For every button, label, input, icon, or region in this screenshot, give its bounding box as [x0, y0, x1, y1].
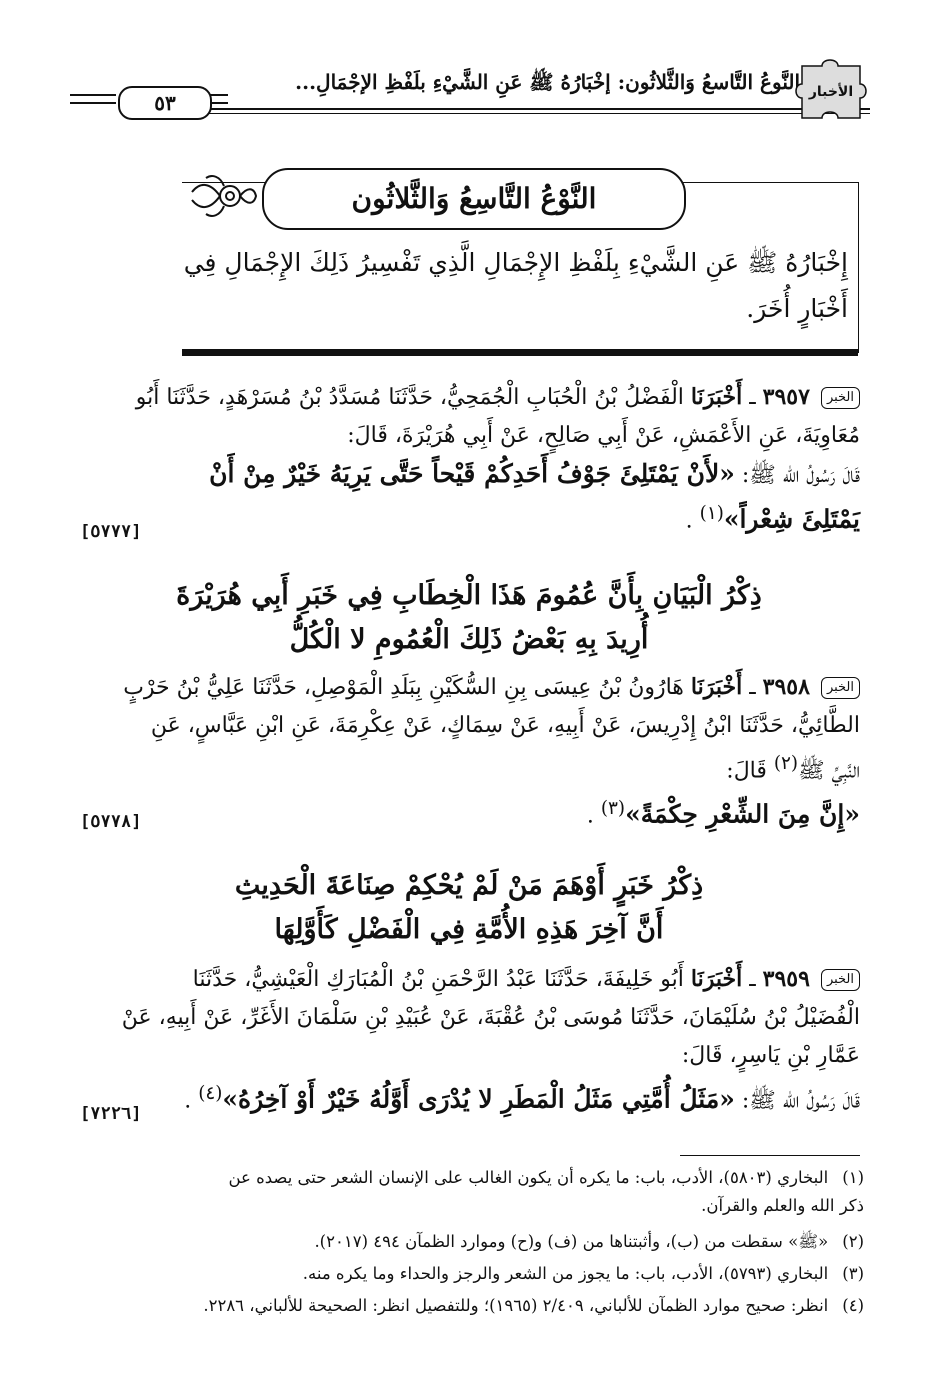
reference-number: [٥٧٧٧] [80, 522, 142, 542]
chapter-bottom-rule [182, 349, 858, 356]
footnote: (٣)البخاري (٥٧٩٣)، الأدب، باب: ما يجوز من الشعر والرجز والحداء وما يكره منه. [302, 1264, 864, 1283]
footnote: (٤)انظر: صحيح موارد الظمآن للألباني، ٢/٤٠٩ (١٩٦٥)؛ وللتفصيل انظر: الصحيحة للألباني، ٢٢٨٦. [203, 1296, 864, 1315]
section-heading: ذِكْرُ خَبَرٍ أَوْهَمَ مَنْ لَمْ يُحْكِمْ صِنَاعَةَ الْحَدِيثِ أَنَّ آخِرَ هَذِهِ الأُمَّةِ فِي الْفَضْلِ كَأَوَّلِهَا [234, 870, 704, 945]
footnote-separator [680, 1155, 860, 1156]
section-heading: ذِكْرُ الْبَيَانِ بِأَنَّ عُمُومَ هَذَا الْخِطَابِ فِي خَبَرِ أَبِي هُرَيْرَةَ أُرِيدَ بِهِ بَعْضُ ذَلِكَ الْعُمُومِ لا الْكُلُّ [176, 580, 762, 655]
footnote: (١)البخاري (٥٨٠٣)، الأدب، باب: ما يكره أن يكون الغالب على الإنسان الشعر حتى يصده عن ذكر الله والعلم والقرآن. [228, 1168, 864, 1215]
hadith-number: ٣٩٥٧ [762, 384, 810, 410]
khabar-badge-icon: الخبر [821, 677, 860, 699]
hadith-3957: الخبر ٣٩٥٧ ـ أَخْبَرَنَا الْفَضْلُ بْنُ الْحُبَابِ الْجُمَحِيُّ، حَدَّثَنَا مُسَدَّدُ بْنُ مُسَرْهَدٍ، حَدَّثَنَا أَبُو مُعَاوِيَةَ، عَنِ الأَعْمَشِ، عَنْ أَبِي صَالِحٍ، عَنْ أَبِي هُرَيْرَةَ، قَالَ: قَالَ رَسُولُ الله ﷺ: «لأَنْ يَمْتَلِئَ جَوْفُ أَحَدِكُمْ قَيْحاً حَتَّى يَرِيَهُ خَيْرٌ مِنْ أَنْ يَمْتَلِئَ شِعْراً»$^{(١)}$ . [135, 384, 860, 534]
hadith-matn: «لأَنْ يَمْتَلِئَ جَوْفُ أَحَدِكُمْ قَيْحاً حَتَّى يَرِيَهُ خَيْرٌ مِنْ أَنْ [209, 459, 735, 488]
chapter-description: إِخْبَارُهُ ﷺ عَنِ الشَّيْءِ بِلَفْظِ الإِجْمَالِ الَّذِي تَفْسِيرُ ذَلِكَ الإِجْمَالِ فِي أَخْبَارٍ أُخَرَ. [183, 248, 848, 323]
running-header-title: النَّوعُ التَّاسعُ وَالثَّلاثُون: إخْبَارُهُ ﷺ عَنِ الشَّيْءِ بلَفْظِ الإجْمَالِ... [295, 70, 800, 94]
reference-number: [٧٢٢٦] [80, 1104, 142, 1124]
hadith-number: ٣٩٥٨ [762, 674, 810, 700]
footnote-marker: (٢) [773, 753, 799, 774]
reference-number: [٥٧٧٨] [80, 812, 142, 832]
hadith-3959: الخبر ٣٩٥٩ ـ أَخْبَرَنَا أَبُو خَلِيفَةَ، حَدَّثَنَا عَبْدُ الرَّحْمَنِ بْنُ الْمُبَارَكِ الْعَيْشِيُّ، حَدَّثَنَا الْفُضَيْلُ بْنُ سُلَيْمَانَ، حَدَّثَنَا مُوسَى بْنُ عُقْبَةَ، عَنْ عُبَيْدِ بْنِ سَلْمَانَ الأَغَرِّ، عَنْ أَبِيهِ، عَنْ عَمَّارِ بْنِ يَاسِرٍ، قَالَ: قَالَ رَسُولُ الله ﷺ: «مَثَلُ أُمَّتِي مَثَلُ الْمَطَرِ لا يُدْرَى أَوَّلُهُ خَيْرٌ أَوْ آخِرُهُ»$^{(٤)}$ . [121, 966, 860, 1114]
hadith-3958: الخبر ٣٩٥٨ ـ أَخْبَرَنَا هَارُونُ بْنُ عِيسَى بِنِ السُّكَيْنِ بِبَلَدِ الْمَوْصِلِ، حَدَّثَنَا عَلِيُّ بْنُ حَرْبٍ الطَّائِيُّ، حَدَّثَنَا ابْنُ إِدْرِيسَ، عَنْ أَبِيهِ، عَنْ سِمَاكٍ، عَنْ عِكْرِمَةَ، عَنِ ابْنِ عَبَّاسٍ، عَنِ النَّبِيِّ ﷺ$^{(٢)}$ قَالَ: «إِنَّ مِنَ الشِّعْرِ حِكْمَةً»$^{(٣)}$ . [123, 674, 860, 829]
floral-ornament-icon [186, 168, 258, 224]
footnote-marker: (١) [699, 503, 724, 524]
running-header [70, 58, 870, 120]
svg-text:الأخبار: الأخبار [808, 84, 854, 100]
header-rule-thin [140, 113, 870, 114]
khabar-badge-icon: الخبر [821, 969, 860, 991]
footnote: (٢)«ﷺ» سقطت من (ب)، وأثبتناها من (ف) و(ح) وموارد الظمآن ٤٩٤ (٢٠١٧). [314, 1232, 864, 1251]
hadith-matn: «إِنَّ مِنَ الشِّعْرِ حِكْمَةً» [625, 799, 860, 829]
khabar-badge-icon: الخبر [821, 387, 860, 409]
page-number: ٥٣ [118, 86, 212, 120]
header-rule [140, 108, 870, 110]
hadith-matn: «مَثَلُ أُمَّتِي مَثَلُ الْمَطَرِ لا يُدْرَى أَوَّلُهُ خَيْرٌ أَوْ آخِرُهُ» [222, 1084, 735, 1114]
chapter-title: النَّوْعُ التَّاسِعُ وَالثَّلاثُون [262, 168, 686, 230]
section-puzzle-badge-icon [792, 58, 870, 124]
footnote-marker: (٤) [198, 1083, 223, 1104]
hadith-number: ٣٩٥٩ [762, 966, 810, 992]
footnote-marker: (٣) [600, 798, 626, 820]
